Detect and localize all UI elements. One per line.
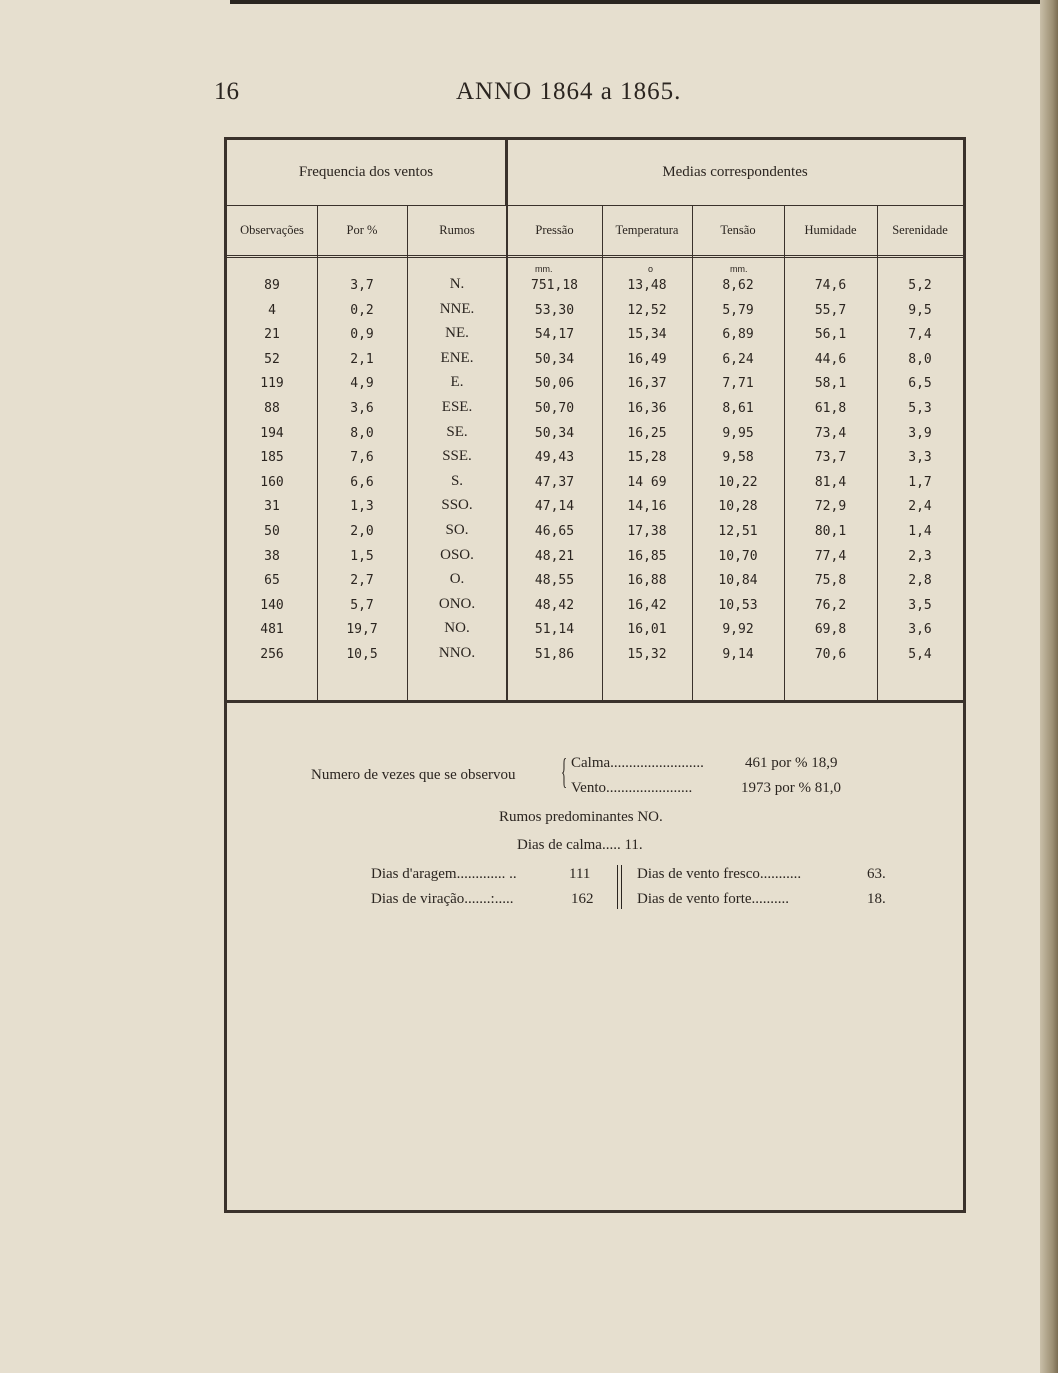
table-frame [224,137,966,1213]
cell-pressao: 53,30 [534,302,575,318]
cell-por-cento: 0,9 [350,327,374,343]
cell-observacoes: 4 [268,302,276,318]
cell-observacoes: 185 [260,450,284,466]
cell-humidade: 61,8 [814,401,847,416]
table-row [227,300,963,328]
table-row [227,423,963,451]
cell-tensao: 9,95 [722,425,754,441]
table-row [227,376,963,401]
cell-pressao: 50,34 [534,351,575,367]
cell-humidade: 74,6 [814,278,847,293]
cell-rumos: OSO. [440,546,474,563]
brace-symbol: { [561,751,568,791]
cell-pressao: 48,55 [534,573,575,589]
cell-tensao: 9,14 [722,647,754,662]
cell-pressao: 54,17 [534,327,575,343]
vento-fresco-value: 63. [867,866,886,882]
cell-rumos: ONO. [438,595,476,612]
cell-humidade: 58,1 [814,376,847,392]
group-header-medias: Medias correspondentes [507,140,963,206]
summary-section [227,703,963,1203]
column-header-observacoes: Observações [227,206,317,258]
cell-temperatura: 14,16 [627,499,667,515]
cell-temperatura: 12,52 [627,302,667,318]
cell-tensao: 9,58 [722,450,754,466]
column-header-serenidade: Serenidade [877,206,963,258]
cell-por-cento: 7,6 [350,450,374,466]
cell-humidade: 75,8 [814,573,847,589]
cell-serenidade: 6,5 [908,376,932,392]
cell-observacoes: 38 [264,548,280,564]
cell-temperatura: 16,88 [627,573,667,589]
cell-por-cento: 0,2 [350,302,374,318]
cell-temperatura: 16,25 [627,425,667,441]
cell-temperatura: 17,38 [627,524,667,539]
cell-pressao: 48,42 [534,597,575,613]
table-row [227,450,963,475]
cell-pressao: 50,06 [534,376,575,392]
cell-rumos: NO. [444,620,470,637]
dias-viracao-value: 162 [571,891,594,907]
table-row [227,499,963,524]
cell-por-cento: 2,1 [350,351,374,367]
cell-observacoes: 89 [264,278,280,293]
cell-observacoes: 194 [260,425,284,441]
cell-tensao: 6,89 [722,327,754,343]
vento-forte-value: 18. [867,891,886,907]
cell-tensao: 6,24 [722,351,754,367]
cell-rumos: E. [450,374,464,391]
cell-pressao: 50,34 [534,425,575,441]
cell-serenidade: 3,9 [908,425,932,441]
cell-tensao: 10,84 [718,573,758,589]
cell-humidade: 56,1 [814,327,847,343]
table-row [227,349,963,377]
page-right-edge [1040,0,1058,1373]
cell-por-cento: 8,0 [350,425,374,441]
cell-por-cento: 3,7 [350,278,374,293]
cell-observacoes: 140 [260,597,284,613]
cell-rumos: N. [449,276,465,292]
cell-por-cento: 10,5 [346,647,378,662]
cell-rumos: NE. [445,325,469,342]
cell-tensao: 12,51 [718,524,758,539]
column-header-por-cento: Por % [317,206,407,258]
table-row [227,472,963,500]
cell-pressao: 47,14 [534,499,575,515]
cell-rumos: SSO. [441,497,473,514]
cell-por-cento: 2,0 [350,524,374,539]
cell-serenidade: 7,4 [908,327,932,343]
cell-temperatura: 14 69 [627,474,667,490]
cell-por-cento: 1,5 [350,548,374,564]
cell-pressao: 51,86 [534,647,575,662]
cell-pressao: 50,70 [534,401,575,416]
cell-temperatura: 16,42 [627,597,667,613]
cell-pressao: 47,37 [534,474,575,490]
cell-serenidade: 5,2 [908,278,932,293]
cell-observacoes: 160 [260,474,284,490]
vento-fresco: Dias de vento fresco........... [637,866,802,882]
calma-line: Calma......................... [571,755,704,771]
cell-observacoes: 52 [264,351,280,367]
cell-temperatura: 16,49 [627,351,667,367]
rumos-predominantes: Rumos predominantes NO. [499,809,663,825]
table-row [227,524,963,549]
cell-observacoes: 88 [264,401,280,416]
dias-aragem: Dias d'aragem............. .. [371,866,517,882]
cell-tensao: 8,62 [722,278,754,293]
cell-pressao: 751,18 [531,278,578,293]
dias-calma: Dias de calma..... 11. [517,837,643,853]
cell-humidade: 55,7 [814,302,847,318]
cell-rumos: NNO. [438,645,476,661]
table-row [227,401,963,426]
cell-serenidade: 2,8 [908,573,932,589]
cell-humidade: 72,9 [814,499,847,515]
table-row [227,278,963,303]
column-header-temperatura: Temperatura [602,206,692,258]
cell-observacoes: 119 [260,376,284,392]
unit-pressao: mm. [535,264,553,274]
cell-serenidade: 3,5 [908,597,932,613]
cell-humidade: 73,4 [814,425,847,441]
numero-label: Numero de vezes que se observou [311,767,516,783]
cell-temperatura: 13,48 [627,278,667,293]
cell-temperatura: 16,36 [627,401,667,416]
vento-line: Vento....................... [571,780,693,796]
cell-temperatura: 15,32 [627,647,667,662]
cell-rumos: NNE. [439,300,475,317]
double-bar-divider [617,865,622,909]
vento-value: 1973 por % 81,0 [741,780,841,796]
cell-rumos: SE. [446,423,468,440]
cell-serenidade: 9,5 [908,302,932,318]
cell-serenidade: 2,3 [908,548,932,564]
table-row [227,647,963,672]
cell-pressao: 48,21 [534,548,575,564]
column-header-rumos: Rumos [407,206,507,258]
cell-humidade: 80,1 [814,524,847,539]
cell-humidade: 81,4 [814,474,847,490]
cell-serenidade: 2,4 [908,499,932,515]
cell-tensao: 8,61 [722,401,754,416]
cell-temperatura: 16,85 [627,548,667,564]
cell-por-cento: 19,7 [346,622,378,638]
cell-temperatura: 15,34 [627,327,667,343]
cell-temperatura: 16,01 [627,622,667,638]
calma-value: 461 por % 18,9 [745,755,838,771]
cell-serenidade: 5,3 [908,401,932,416]
cell-por-cento: 5,7 [350,597,374,613]
cell-humidade: 77,4 [814,548,847,564]
cell-serenidade: 1,4 [908,524,932,539]
table-row [227,595,963,623]
cell-humidade: 76,2 [814,597,847,613]
cell-humidade: 73,7 [814,450,847,466]
cell-tensao: 10,22 [718,474,758,490]
group-header-frequencia: Frequencia dos ventos [227,140,507,206]
cell-tensao: 10,70 [718,548,758,564]
table-row [227,573,963,598]
cell-observacoes: 256 [260,647,284,662]
vento-forte: Dias de vento forte.......... [637,891,790,907]
cell-humidade: 70,6 [814,647,847,662]
cell-tensao: 7,71 [722,376,754,392]
column-header-tensao: Tensão [692,206,784,258]
cell-serenidade: 5,4 [908,647,932,662]
dias-viracao: Dias de viração.......:..... [371,891,514,907]
cell-observacoes: 31 [264,499,280,515]
cell-observacoes: 50 [264,524,280,539]
cell-observacoes: 65 [264,573,280,589]
cell-por-cento: 4,9 [350,376,374,392]
cell-tensao: 10,53 [718,597,758,613]
page-header [214,78,974,108]
page-title: ANNO 1864 a 1865. [456,78,682,105]
table-row [227,546,963,574]
cell-humidade: 69,8 [814,622,847,638]
cell-rumos: SO. [445,522,469,538]
cell-pressao: 46,65 [534,524,575,539]
cell-por-cento: 2,7 [350,573,374,589]
dias-aragem-value: 111 [569,866,591,882]
cell-serenidade: 3,3 [908,450,932,466]
cell-humidade: 44,6 [814,351,847,367]
cell-serenidade: 3,6 [908,622,932,638]
cell-rumos: S. [450,472,464,489]
unit-tensao: mm. [730,264,748,274]
table-row [227,327,963,352]
cell-temperatura: 16,37 [627,376,667,392]
cell-por-cento: 1,3 [350,499,374,515]
page-number: 16 [214,78,239,105]
page-top-edge [230,0,1040,4]
cell-serenidade: 1,7 [908,474,932,490]
cell-temperatura: 15,28 [627,450,667,466]
cell-tensao: 5,79 [722,302,754,318]
cell-rumos: O. [449,571,465,588]
cell-por-cento: 6,6 [350,474,374,490]
cell-pressao: 51,14 [534,622,575,638]
column-header-pressao: Pressão [507,206,602,258]
column-header-humidade: Humidade [784,206,877,258]
cell-tensao: 9,92 [722,622,754,638]
unit-temperatura: o [648,264,654,274]
table-row [227,622,963,647]
cell-serenidade: 8,0 [908,351,932,367]
cell-pressao: 49,43 [534,450,575,466]
cell-por-cento: 3,6 [350,401,374,416]
cell-rumos: SSE. [442,448,472,465]
cell-tensao: 10,28 [718,499,758,515]
cell-observacoes: 481 [260,622,284,638]
cell-rumos: ESE. [441,399,473,415]
cell-rumos: ENE. [440,349,474,366]
cell-observacoes: 21 [264,327,280,343]
